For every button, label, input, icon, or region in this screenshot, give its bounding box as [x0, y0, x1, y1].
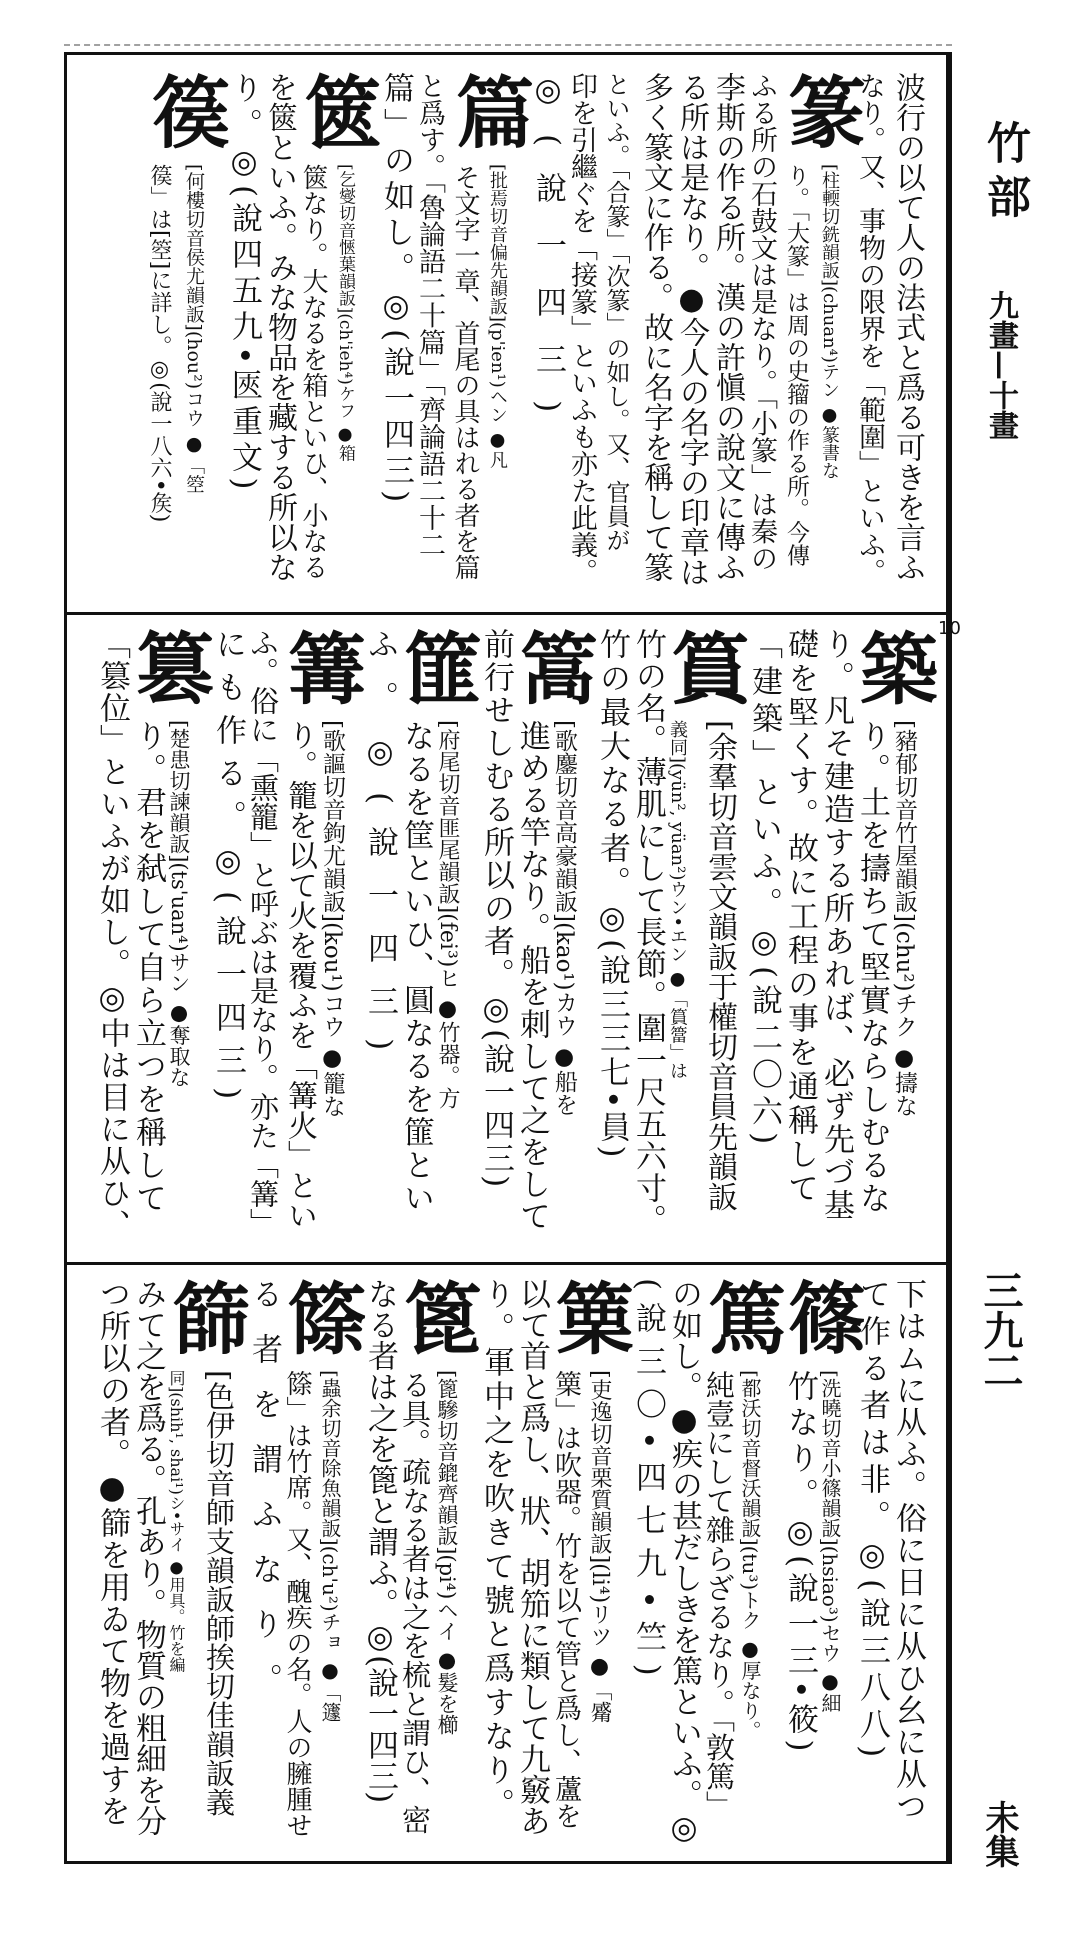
- definition-line: 竹の最大なる者。◎(說三三七•員): [594, 628, 630, 1161]
- headword: 篝: [275, 628, 366, 706]
- definition-line: 同](shih¹, shai¹)シ•サイ ●用具。竹を編: [167, 1370, 186, 1673]
- definition-line: り。土を擣ちて堅實ならしむるな: [854, 720, 890, 1215]
- definition-line: 篥」は吹器。竹を以て管と爲し、蘆を: [550, 1370, 581, 1829]
- definition-line: ふ。◎(說一四三): [362, 628, 398, 1073]
- definition-line: 篇」の如し。◎(說一四三): [378, 72, 414, 508]
- definition-line: り。籠を以て火を覆ふを「篝火」とい: [282, 720, 317, 1230]
- definition-line: にも作る。◎(說一四三): [210, 628, 246, 1112]
- definition-line: つ所以の者。●篩を用ゐて物を過すを: [94, 1278, 130, 1827]
- continuation-line: て作る者は非。◎(說三八八): [854, 1278, 890, 1764]
- definition-line: [柱輭切銑韻䛀](chuan⁴)テン ●篆書な: [819, 164, 840, 480]
- headword: 篇: [443, 72, 534, 150]
- definition-line: [余羣切音雲文韻䛀于權切音員先韻䛀: [702, 720, 737, 1212]
- section-number: 10: [938, 618, 961, 639]
- definition-line: 李斯の作る所。漢の許愼の說文に傳ふ: [710, 72, 745, 582]
- definition-line: 竹なり。◎(說一三•筱): [782, 1370, 818, 1757]
- radical-heading: 竹部: [979, 120, 1030, 228]
- continuation-line: 下はムに从ふ。俗に日に从ひ幺に从つ: [890, 1278, 926, 1822]
- definition-line: なる者は之を篦と謂ふ。◎(說一四三): [362, 1278, 398, 1804]
- definition-line: [洗曉切音小篠韻䛀](hsiao³)セウ ●細: [818, 1370, 842, 1714]
- headword: 篥: [543, 1278, 634, 1356]
- definition-line: る所は是なり。●今人の名字の印章は: [674, 72, 709, 587]
- headword: 篆: [775, 72, 866, 150]
- page-number: 三九二: [977, 1270, 1024, 1390]
- definition-line: [楚患切諫韻䛀](ts'uan⁴)サン ●奪取な: [167, 720, 191, 1088]
- headword: 篡: [123, 628, 214, 706]
- definition-line: [乞燮切音愜葉韻䛀](ch'ieh⁴)ケフ ●箱: [335, 164, 355, 462]
- definition-line: [何樓切音侯尤韻䛀](hou²)コウ ●「箜: [183, 164, 205, 494]
- definition-line: 礎を堅くす。故に工程の事を通稱して: [782, 628, 818, 1206]
- definition-line: の如し。●疾の甚だしきを篤といふ。◎: [666, 1278, 702, 1846]
- headword: 篚: [391, 628, 482, 706]
- top-edge-scan-artifact: [64, 44, 952, 52]
- margin-divider: [946, 52, 949, 1864]
- definition-line: (說三〇•四七九•竺): [630, 1278, 666, 1688]
- definition-line: 進める竿なり。船を刺して之をして: [514, 720, 550, 1232]
- headword: 篩: [159, 1278, 250, 1356]
- continuation-line: 波行の以て人の法式と爲る可きを言ふ: [890, 72, 925, 582]
- definition-line: [府尾切音匪尾韻䛀](fei³)ヒ ●竹器。方: [435, 720, 460, 1110]
- definition-line: り。「大篆」は周の史籀の作る所。今傳: [783, 164, 809, 567]
- section-divider-2: [64, 1262, 952, 1265]
- definition-line: といふ。「合篆」「次篆」の如し。又、官員が: [602, 72, 630, 552]
- definition-line: 以て首と爲し、狀、胡笳に類して九竅あ: [514, 1278, 550, 1836]
- definition-line: り。君を弑して自ら立つを稱して: [130, 720, 166, 1215]
- definition-line: [蟲余切音除魚韻䛀](ch'u²)チョ ●「籧: [318, 1370, 342, 1723]
- section-divider-1: [64, 612, 952, 615]
- definition-line: 篋なり。大なるを箱といひ、小なる: [298, 164, 328, 580]
- definition-line: [色伊切音師支韻䛀師挨切佳韻䛀義: [202, 1370, 236, 1817]
- definition-line: る者を謂ふなり。: [246, 1278, 282, 1718]
- definition-line: そ文字一章、首尾の具はれる者を篇: [450, 164, 480, 580]
- definition-line: 「篡位」といふが如し。◎中は目に从ひ、: [94, 628, 130, 1241]
- stroke-range: 九畫—十畫: [983, 290, 1018, 440]
- definition-line: ◎(說一四三): [530, 72, 566, 439]
- definition-line: [篦驂切音鎞齊韻䛀](pi⁴)ヘイ ●髮を櫛: [435, 1370, 459, 1736]
- definition-line: る具。疏なる者は之を梳と謂ひ、密: [398, 1370, 432, 1834]
- definition-line: [歌鏖切音高豪韻䛀](kao¹)カウ ●船を: [551, 720, 577, 1116]
- headword: 篦: [391, 1278, 482, 1356]
- definition-line: [都沃切音督沃韻䛀](tu³)トク ●厚なり。: [738, 1370, 762, 1741]
- headword: 篋: [291, 72, 382, 150]
- collection-label: 未集: [979, 1800, 1019, 1868]
- headword: 篤: [695, 1278, 786, 1356]
- headword: 篔: [659, 628, 750, 706]
- definition-line: を篋といふ。みな物品を藏する所以な: [262, 72, 297, 582]
- definition-line: 印を引繼ぐを「接篆」といふも亦た此義。: [566, 72, 597, 585]
- definition-line: り。凡そ建造する所あれば、必ず先づ基: [818, 628, 854, 1222]
- definition-line: 「建築」といふ。◎(說二〇六): [746, 628, 782, 1151]
- headword: 篌: [139, 72, 230, 150]
- definition-line: り。軍中之を吹きて號と爲すなり。: [478, 1278, 514, 1822]
- definition-line: なるを筐といひ、圓なるを篚とい: [398, 720, 434, 1215]
- definition-line: 義同](yün², yüan²)ウン•エン ●「篔簹」は: [667, 720, 688, 1080]
- definition-line: り。◎(說四五九•匧重文): [226, 72, 262, 495]
- definition-line: 篌」は[箜]に詳し。◎(說一八六•矦): [147, 164, 172, 523]
- definition-line: 前行せしむる所以の者。◎(說一四三): [478, 628, 514, 1190]
- headword: 篙: [507, 628, 598, 706]
- definition-line: [批焉切音偏先韻䛀](p'ien¹)ヘン ●凡: [487, 164, 508, 469]
- headword: 築: [847, 628, 938, 706]
- definition-line: 篨」は竹席。又、醜疾の名。人の臃腫せ: [282, 1370, 312, 1838]
- definition-line: と爲す。「魯論語二十篇」「齊論語二十二: [414, 72, 445, 558]
- definition-line: [歌謳切音鉤尤韻䛀](kou¹)コウ ●籠な: [319, 720, 345, 1118]
- continuation-line: なり。又、事物の限界を「範圍」といふ。: [854, 72, 885, 585]
- definition-line: 純壹にして雜らざるなり。「敦篤」: [702, 1370, 736, 1820]
- definition-line: ふ。俗に「熏籠」と呼ぶは是なり。亦た「篝」: [246, 628, 280, 1237]
- definition-line: ふる所の石鼓文は是なり。「小篆」は秦の: [746, 72, 777, 572]
- definition-line: [吏逸切音栗質韻䛀](li⁴)リツ ●「觱: [587, 1370, 612, 1724]
- definition-line: みて之を爲る。孔あり。物質の粗細を分: [130, 1278, 166, 1836]
- headword: 篠: [775, 1278, 866, 1356]
- headword: 篨: [275, 1278, 366, 1356]
- definition-line: 竹の名。薄肌にして長節。圍一尺五六寸。: [630, 628, 666, 1236]
- definition-line: [豬郁切音竹屋韻䛀](chu²)チク ●擣な: [891, 720, 917, 1117]
- definition-line: 多く篆文に作る。故に名字を稱して篆: [638, 72, 673, 582]
